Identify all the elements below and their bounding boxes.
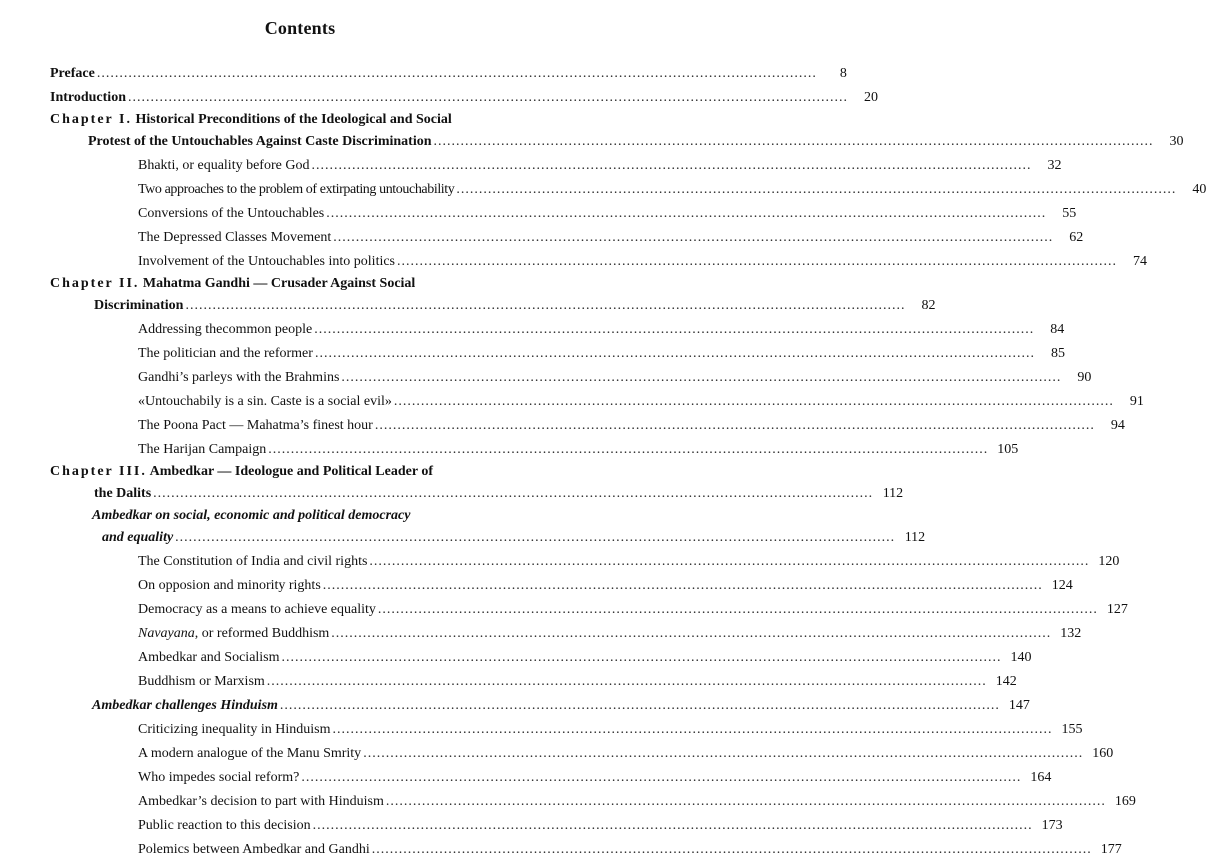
chapter-heading-1[interactable]	[50, 110, 555, 130]
toc-entry[interactable]	[50, 178, 1206, 202]
chapter-title-line2: Discrimination	[94, 298, 184, 313]
toc-page-number: 160	[1092, 746, 1114, 761]
toc-entry-title: The Depressed Classes Movement	[138, 230, 332, 245]
toc-page-number: 32	[1047, 158, 1062, 173]
page-title: Contents	[264, 18, 336, 38]
toc-page-number: 91	[1129, 394, 1144, 409]
toc-entry-preface[interactable]	[50, 62, 847, 86]
toc-entry-title: Gandhi’s parleys with the Brahmins	[138, 370, 340, 385]
toc-page-number: 55	[1062, 206, 1077, 221]
chapter-title-line1: Historical Preconditions of the Ideological and Social	[135, 112, 452, 127]
toc-entry[interactable]	[50, 318, 1065, 342]
toc-entry[interactable]	[50, 390, 1144, 414]
toc-entry-title: , or reformed Buddhism	[194, 626, 330, 641]
toc-entry-title: Conversions of the Untouchables	[138, 206, 325, 221]
leader-dots	[128, 86, 848, 110]
toc-entry[interactable]	[50, 598, 1128, 622]
chapter-heading-1-cont[interactable]	[50, 130, 1184, 154]
toc-entry[interactable]	[50, 550, 1120, 574]
leader-dots	[333, 226, 1053, 250]
toc-page-number: 20	[863, 90, 878, 105]
toc-page-number: 147	[1008, 698, 1030, 713]
leader-dots	[280, 694, 1000, 718]
leader-dots	[369, 550, 1089, 574]
toc-page-number: 132	[1060, 626, 1082, 641]
section-heading-democracy-cont[interactable]	[50, 526, 926, 550]
toc-entry[interactable]	[50, 670, 1017, 694]
toc-entry[interactable]	[50, 790, 1136, 814]
leader-dots	[341, 366, 1061, 390]
toc-page-number: 142	[995, 674, 1017, 689]
leader-dots	[267, 670, 987, 694]
toc-entry[interactable]	[50, 742, 1114, 766]
leader-dots	[323, 574, 1043, 598]
chapter-title-line2: Protest of the Untouchables Against Caste Discrimination	[88, 134, 432, 149]
toc-page-number: 177	[1100, 842, 1122, 857]
toc-entry[interactable]	[50, 226, 1084, 250]
toc-entry-introduction[interactable]	[50, 86, 878, 110]
toc-page-number: 173	[1041, 818, 1063, 833]
leader-dots	[378, 598, 1098, 622]
section-heading-hinduism[interactable]	[50, 694, 1030, 718]
toc-entry-title: Criticizing inequality in Hinduism	[138, 722, 331, 737]
toc-page-number: 112	[882, 486, 904, 501]
toc-page-number: 74	[1133, 254, 1148, 269]
toc-entry-title: Democracy as a means to achieve equality	[138, 602, 376, 617]
leader-dots	[332, 718, 1052, 742]
toc-entry-title: On opposion and minority rights	[138, 578, 321, 593]
toc-entry[interactable]	[50, 154, 1062, 178]
chapter-title-line2: the Dalits	[94, 486, 152, 501]
chapter-heading-3[interactable]	[50, 462, 555, 482]
toc-entry-title: Two approaches to the problem of extirpating untouchability	[138, 182, 455, 197]
toc-entry-title: The Poona Pact — Mahatma’s finest hour	[138, 418, 373, 433]
leader-dots	[372, 838, 1092, 862]
toc-entry[interactable]	[50, 838, 1122, 862]
toc-entry-title: Ambedkar’s decision to part with Hinduism	[138, 794, 384, 809]
toc-page-number: 120	[1098, 554, 1120, 569]
toc-entry[interactable]	[50, 438, 1019, 462]
leader-dots	[97, 62, 817, 86]
toc-page-number: 30	[1169, 134, 1184, 149]
toc-page-number: 62	[1069, 230, 1084, 245]
toc-page-number: 94	[1110, 418, 1125, 433]
leader-dots	[153, 482, 873, 506]
section-heading-democracy[interactable]	[50, 506, 555, 526]
toc-entry[interactable]	[50, 766, 1052, 790]
toc-page-number: 127	[1106, 602, 1128, 617]
leader-dots	[394, 390, 1114, 414]
leader-dots	[331, 622, 1051, 646]
chapter-label: Chapter I.	[50, 112, 132, 127]
leader-dots	[268, 438, 988, 462]
toc-entry[interactable]	[50, 250, 1148, 274]
leader-dots	[363, 742, 1083, 766]
toc-entry[interactable]	[50, 718, 1083, 742]
toc-page-number: 8	[839, 66, 847, 81]
leader-dots	[386, 790, 1106, 814]
toc-page-number: 155	[1061, 722, 1083, 737]
toc-page-number: 84	[1050, 322, 1065, 337]
toc-entry-title: «Untouchabily is a sin. Caste is a social evil»	[138, 394, 392, 409]
toc-entry[interactable]	[50, 574, 1073, 598]
chapter-label: Chapter II.	[50, 276, 140, 291]
toc-entry-title: Introduction	[50, 90, 126, 105]
toc-page-number: 140	[1010, 650, 1032, 665]
leader-dots	[175, 526, 895, 550]
toc-entry-title: Bhakti, or equality before God	[138, 158, 310, 173]
chapter-label: Chapter III.	[50, 464, 147, 479]
toc-entry-title: Who impedes social reform?	[138, 770, 300, 785]
toc-entry-title-italic: Navayana	[138, 626, 195, 641]
toc-entry[interactable]	[50, 814, 1063, 838]
section-title: Ambedkar challenges Hinduism	[92, 698, 278, 713]
toc-entry[interactable]	[50, 414, 1125, 438]
section-title-line2: and equality	[102, 530, 174, 545]
toc-entry[interactable]	[50, 646, 1032, 670]
toc-entry[interactable]	[50, 202, 1077, 226]
toc-entry-title: The Harijan Campaign	[138, 442, 267, 457]
leader-dots	[301, 766, 1021, 790]
leader-dots	[313, 814, 1033, 838]
toc-entry-title: Ambedkar and Socialism	[138, 650, 280, 665]
leader-dots	[456, 178, 1176, 202]
chapter-title-line1: Ambedkar — Ideologue and Political Leader of	[149, 464, 433, 479]
chapter-heading-2-cont[interactable]	[50, 294, 936, 318]
leader-dots	[434, 130, 1154, 154]
leader-dots	[185, 294, 905, 318]
toc-page-number: 105	[997, 442, 1019, 457]
toc-page-number: 112	[904, 530, 926, 545]
leader-dots	[282, 646, 1002, 670]
section-title-line1: Ambedkar on social, economic and political democracy	[92, 508, 411, 523]
toc-entry-title: A modern analogue of the Manu Smrity	[138, 746, 362, 761]
toc-entry-title: Preface	[50, 66, 95, 81]
toc-page-number: 40	[1192, 182, 1206, 197]
toc-entry-title: Involvement of the Untouchables into politics	[138, 254, 396, 269]
toc-page-number: 85	[1050, 346, 1065, 361]
leader-dots	[397, 250, 1117, 274]
toc-entry-title: Buddhism or Marxism	[138, 674, 265, 689]
leader-dots	[326, 202, 1046, 226]
toc-entry[interactable]	[50, 342, 1065, 366]
leader-dots	[311, 154, 1031, 178]
chapter-heading-3-cont[interactable]	[50, 482, 904, 506]
chapter-title-line1: Mahatma Gandhi — Crusader Against Social	[142, 276, 416, 291]
leader-dots	[314, 318, 1034, 342]
toc-entry-title: Polemics between Ambedkar and Gandhi	[138, 842, 370, 857]
toc-page-number: 124	[1051, 578, 1073, 593]
toc-entry[interactable]	[50, 622, 1082, 646]
leader-dots	[315, 342, 1035, 366]
toc-entry-title: The Constitution of India and civil rights	[138, 554, 368, 569]
toc-entry-title: Addressing thecommon people	[138, 322, 313, 337]
chapter-heading-2[interactable]	[50, 274, 555, 294]
toc-entry-title: The politician and the reformer	[138, 346, 313, 361]
leader-dots	[375, 414, 1095, 438]
toc-page-number: 164	[1030, 770, 1052, 785]
table-of-contents	[50, 62, 1206, 862]
toc-page-number: 169	[1114, 794, 1136, 809]
toc-page-number: 90	[1077, 370, 1092, 385]
toc-entry[interactable]	[50, 366, 1092, 390]
toc-entry-title: Public reaction to this decision	[138, 818, 311, 833]
toc-page-number: 82	[921, 298, 936, 313]
